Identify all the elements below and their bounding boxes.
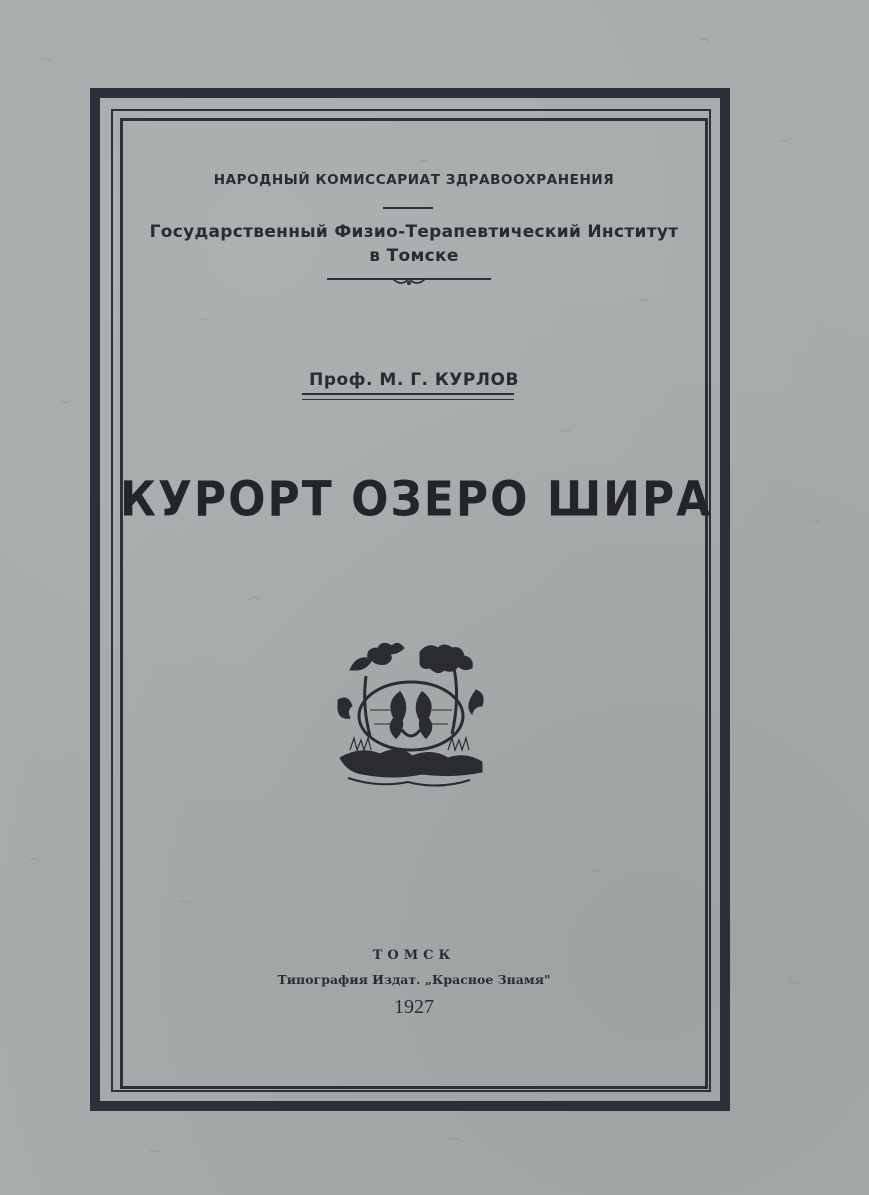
publication-year: 1927 [394,996,434,1018]
publication-city: ТОМСК [372,948,456,963]
short-divider [383,207,433,209]
ornamental-divider [327,272,491,288]
printer-name: Типография Издат. „Красное Знамя" [277,972,551,987]
book-title: КУРОРТ ОЗЕРО ШИРА [120,471,713,528]
lake-emblem-illustration [330,630,492,792]
author-underline [302,393,514,400]
commissariat-heading: НАРОДНЫЙ КОМИССАРИАТ ЗДРАВООХРАНЕНИЯ [213,172,615,188]
author-name: Проф. М. Г. КУРЛОВ [309,370,519,390]
institute-location: в Томске [369,246,459,266]
institute-name: Государственный Физио-Терапевтический Институт [149,222,679,242]
